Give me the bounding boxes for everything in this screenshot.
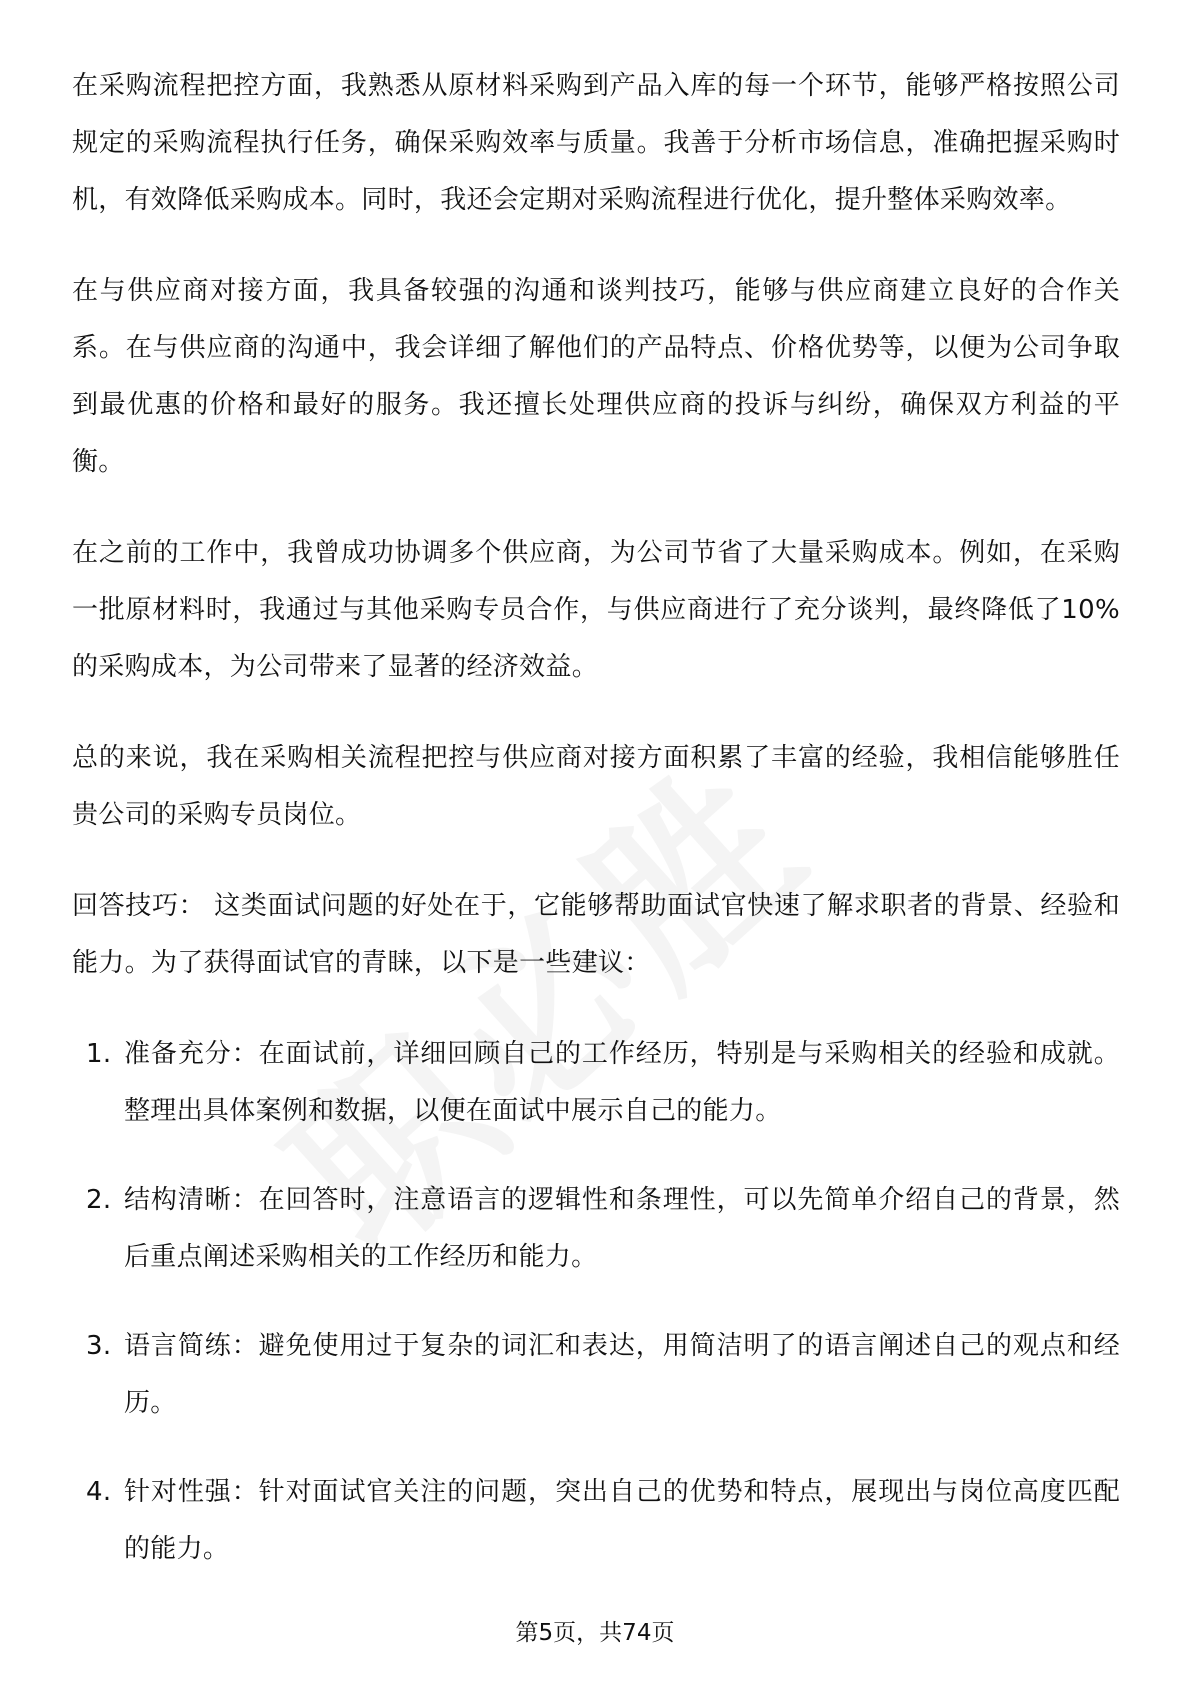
list-item — [72, 1026, 1120, 1140]
document-body — [72, 58, 1120, 1610]
list-item-text: 准备充分：在面试前，详细回顾自己的工作经历，特别是与采购相关的经验和成就。整理出具体案例和数据，以便在面试中展示自己的能力。 — [124, 1039, 1120, 1126]
paragraph-supplier-relations: 在与供应商对接方面，我具备较强的沟通和谈判技巧，能够与供应商建立良好的合作关系。在与供应商的沟通中，我会详细了解他们的产品特点、价格优势等，以便为公司争取到最优惠的价格和最好的服务。我还擅长处理供应商的投诉与纠纷，确保双方利益的平衡。 — [72, 276, 1120, 477]
list-item — [72, 1172, 1120, 1286]
paragraph-past-achievement: 在之前的工作中，我曾成功协调多个供应商，为公司节省了大量采购成本。例如，在采购一批原材料时，我通过与其他采购专员合作，与供应商进行了充分谈判，最终降低了10%的采购成本，为公司带来了显著的经济效益。 — [72, 538, 1120, 682]
paragraph-process-control: 在采购流程把控方面，我熟悉从原材料采购到产品入库的每一个环节，能够严格按照公司规定的采购流程执行任务，确保采购效率与质量。我善于分析市场信息，准确把握采购时机，有效降低采购成本。同时，我还会定期对采购流程进行优化，提升整体采购效率。 — [72, 71, 1120, 215]
list-item-number: 2. — [86, 1185, 112, 1215]
list-item-number: 4. — [86, 1477, 112, 1507]
page-number-footer: 第5页，共74页 — [515, 1620, 675, 1646]
list-item-number: 1. — [86, 1039, 112, 1069]
paragraph-answer-tips-intro: 回答技巧： 这类面试问题的好处在于，它能够帮助面试官快速了解求职者的背景、经验和能力。为了获得面试官的青睐，以下是一些建议： — [72, 891, 1120, 978]
list-item-text: 语言简练：避免使用过于复杂的词汇和表达，用简洁明了的语言阐述自己的观点和经历。 — [124, 1331, 1120, 1418]
tips-list — [72, 1026, 1120, 1578]
list-item-text: 针对性强：针对面试官关注的问题，突出自己的优势和特点，展现出与岗位高度匹配的能力。 — [124, 1477, 1120, 1564]
list-item — [72, 1318, 1120, 1432]
list-item-text: 结构清晰：在回答时，注意语言的逻辑性和条理性，可以先简单介绍自己的背景，然后重点阐述采购相关的工作经历和能力。 — [124, 1185, 1120, 1272]
list-item-number: 3. — [86, 1331, 112, 1361]
paragraph-summary: 总的来说，我在采购相关流程把控与供应商对接方面积累了丰富的经验，我相信能够胜任贵公司的采购专员岗位。 — [72, 743, 1120, 830]
list-item — [72, 1464, 1120, 1578]
